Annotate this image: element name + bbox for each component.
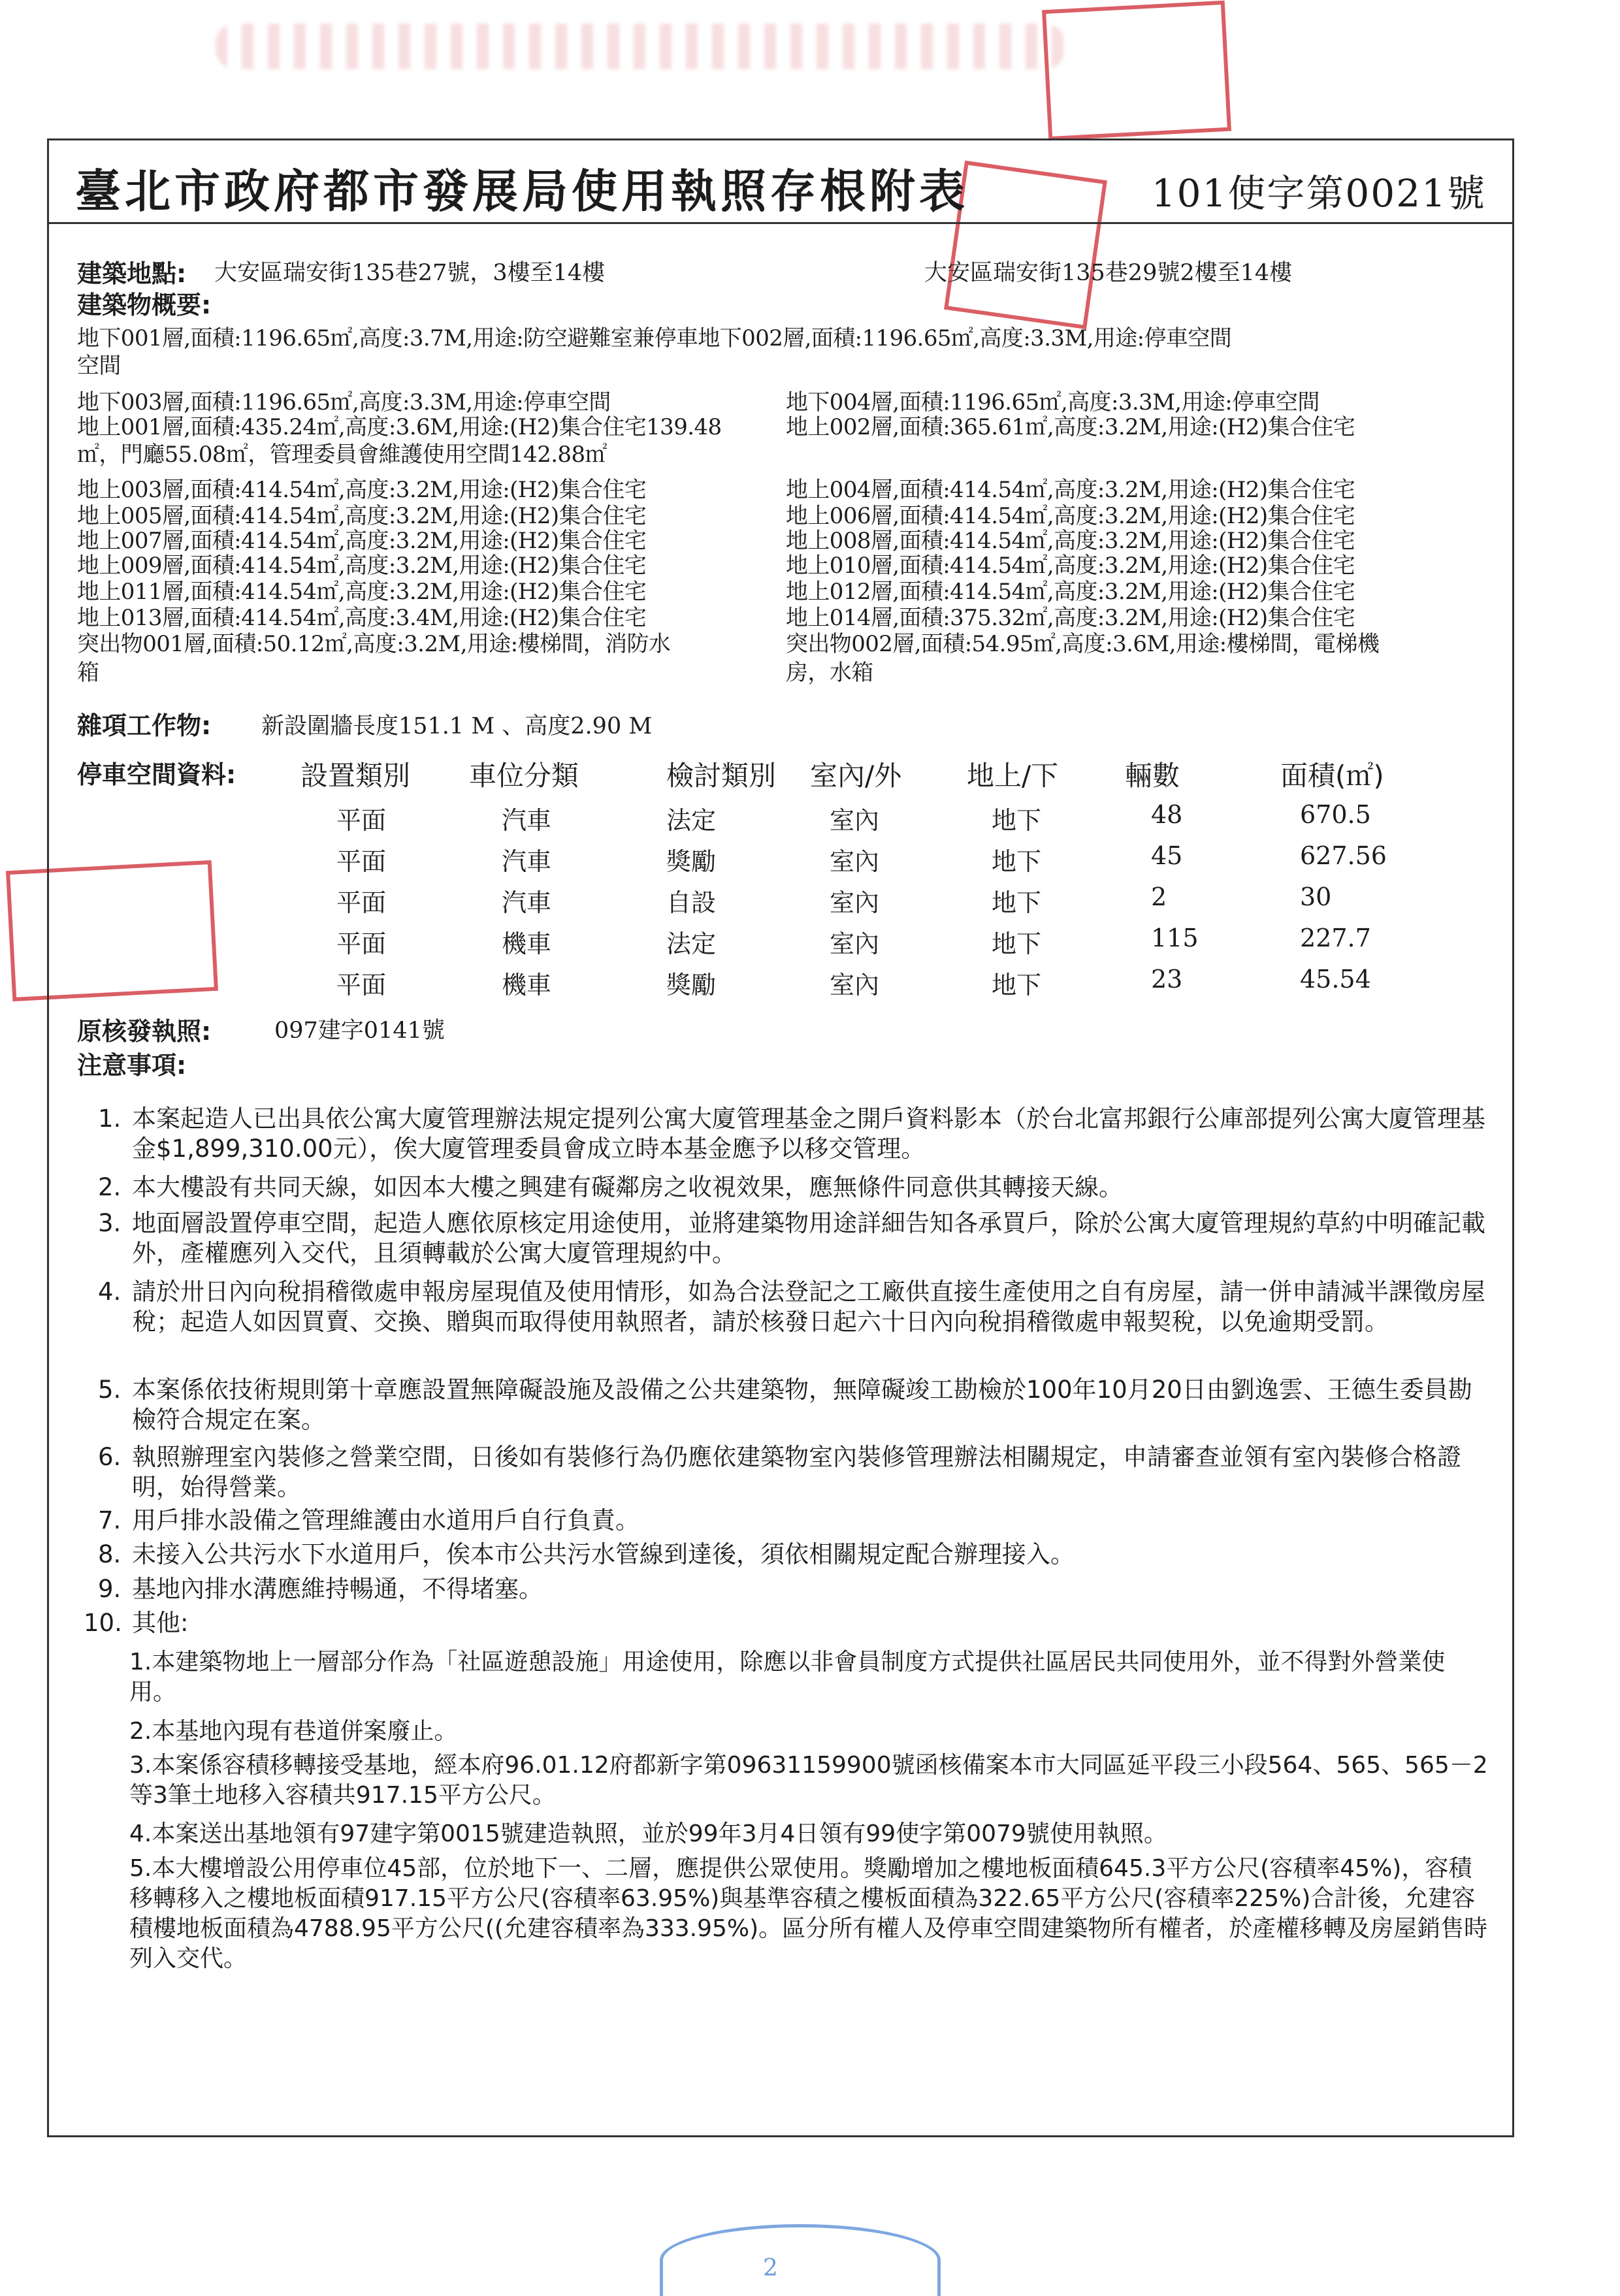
note-text-3: 地面層設置停車空間，起造人應依原核定用途使用，並將建築物用途詳細告知各承買戶，除於公寓大廈管理規約草約中明確記載外，產權應列入交代，且須轉載於公寓大廈管理規約中。: [132, 1209, 1485, 1267]
parking-cell-0-1: 汽車: [502, 806, 552, 835]
parking-cell-1-2: 獎勵: [666, 847, 717, 876]
smudged-red-stamp-top: [216, 24, 1065, 69]
parking-header-3: 室內/外: [810, 760, 902, 792]
note-text-9: 基地內排水溝應維持暢通，不得堵塞。: [132, 1575, 543, 1603]
parking-cell-1-5: 45: [1151, 841, 1183, 870]
red-seal-top-right: [1042, 1, 1231, 140]
parking-cell-1-4: 地下: [992, 847, 1042, 876]
floor-right-10: 房，水箱: [786, 660, 873, 686]
permit-number: 101使字第0021號: [1151, 171, 1486, 216]
other-note-2: 2.本基地內現有巷道併案廢止。: [129, 1718, 458, 1745]
parking-cell-3-6: 227.7: [1300, 924, 1371, 952]
parking-cell-3-0: 平面: [336, 930, 387, 958]
note-text-7: 用戶排水設備之管理維護由水道用戶自行負責。: [132, 1506, 640, 1534]
original-label: 原核發執照:: [77, 1017, 212, 1046]
floor-right-4: 地上006層,面積:414.54㎡,高度:3.2M,用途:(H2)集合住宅: [786, 503, 1355, 529]
floor-b001: 地下001層,面積:1196.65㎡,高度:3.7M,用途:防空避難室兼停車地下002層,面積:1196.65㎡,高度:3.3M,用途:停車空間: [77, 325, 1232, 351]
floor-right-5: 地上008層,面積:414.54㎡,高度:3.2M,用途:(H2)集合住宅: [786, 528, 1355, 554]
misc-value: 新設圍牆長度151.1 M 、高度2.90 M: [261, 713, 653, 739]
floor-left-7: 地上011層,面積:414.54㎡,高度:3.2M,用途:(H2)集合住宅: [77, 579, 647, 605]
parking-cell-1-1: 汽車: [502, 847, 552, 876]
floor-left-2: ㎡，門廳55.08㎡，管理委員會維護使用空間142.88㎡: [77, 442, 607, 468]
note-number-1: 1.: [98, 1105, 122, 1133]
note-text-5: 本案係依技術規則第十章應設置無障礙設施及設備之公共建築物，無障礙竣工勘檢於100年10月20日由劉逸雲、王德生委員勘檢符合規定在案。: [132, 1376, 1472, 1434]
parking-cell-4-5: 23: [1151, 965, 1183, 994]
parking-cell-3-3: 室內: [830, 930, 880, 958]
floor-right-8: 地上014層,面積:375.32㎡,高度:3.2M,用途:(H2)集合住宅: [786, 605, 1355, 631]
note-number-2: 2.: [98, 1173, 122, 1201]
floor-left-9: 突出物001層,面積:50.12㎡,高度:3.2M,用途:樓梯間，消防水: [77, 631, 671, 657]
note-text-1: 本案起造人已出具依公寓大廈管理辦法規定提列公寓大廈管理基金之開戶資料影本（於台北富邦銀行公庫部提列公寓大廈管理基金$1,899,310.00元），俟大廈管理委員會成立時本基金應予以移交管理。: [132, 1105, 1485, 1163]
parking-cell-2-5: 2: [1151, 882, 1167, 911]
site-label: 建築地點:: [77, 259, 187, 288]
parking-cell-3-5: 115: [1151, 924, 1199, 952]
parking-cell-0-5: 48: [1151, 800, 1183, 829]
other-note-4: 4.本案送出基地領有97建字第0015號建造執照，並於99年3月4日領有99使字第0079號使用執照。: [129, 1820, 1167, 1847]
parking-cell-2-0: 平面: [336, 888, 387, 917]
note-number-8: 8.: [98, 1540, 122, 1568]
parking-cell-2-1: 汽車: [502, 888, 552, 917]
floor-right-1: 地上002層,面積:365.61㎡,高度:3.2M,用途:(H2)集合住宅: [786, 414, 1355, 440]
other-note-3: 3.本案係容積移轉接受基地，經本府96.01.12府都新字第09631159900號函核備案本市大同區延平段三小段564、565、565－2等3筆土地移入容積共917.15平方公尺。: [129, 1752, 1488, 1809]
notes-label: 注意事項:: [77, 1051, 187, 1080]
floor-left-10: 箱: [77, 660, 99, 686]
parking-cell-3-2: 法定: [666, 930, 717, 958]
parking-cell-1-3: 室內: [830, 847, 880, 876]
misc-label: 雜項工作物:: [77, 711, 212, 740]
site-address-2: 大安區瑞安街135巷29號2樓至14樓: [924, 260, 1293, 286]
note-number-7: 7.: [98, 1506, 122, 1534]
site-address-1: 大安區瑞安街135巷27號，3樓至14樓: [214, 260, 606, 286]
parking-cell-4-3: 室內: [830, 971, 880, 999]
parking-cell-3-4: 地下: [992, 930, 1042, 958]
floor-left-5: 地上007層,面積:414.54㎡,高度:3.2M,用途:(H2)集合住宅: [77, 528, 647, 554]
parking-cell-0-4: 地下: [992, 806, 1042, 835]
note-text-6: 執照辦理室內裝修之營業空間，日後如有裝修行為仍應依建築物室內裝修管理辦法相關規定，申請審查並領有室內裝修合格證明，始得營業。: [132, 1443, 1461, 1501]
floor-left-0: 地下003層,面積:1196.65㎡,高度:3.3M,用途:停車空間: [77, 389, 611, 415]
floor-b001-cont: 空間: [77, 353, 121, 379]
parking-cell-2-3: 室內: [830, 888, 880, 917]
note-number-10: 10.: [84, 1609, 122, 1637]
page-number: 2: [763, 2255, 778, 2282]
parking-cell-2-2: 自設: [666, 888, 717, 917]
note-text-8: 未接入公共污水下水道用戶，俟本市公共污水管線到達後，須依相關規定配合辦理接入。: [132, 1540, 1075, 1568]
parking-header-5: 輛數: [1125, 760, 1180, 792]
parking-cell-3-1: 機車: [502, 930, 552, 958]
document-title: 臺北市政府都市發展局使用執照存根附表: [75, 164, 969, 218]
floor-right-3: 地上004層,面積:414.54㎡,高度:3.2M,用途:(H2)集合住宅: [786, 477, 1355, 503]
other-note-1: 1.本建築物地上一層部分作為「社區遊憩設施」用途使用，除應以非會員制度方式提供社區居民共同使用外，並不得對外營業使用。: [129, 1649, 1446, 1706]
original-value: 097建字0141號: [274, 1018, 445, 1044]
parking-cell-2-6: 30: [1300, 882, 1332, 911]
parking-header-6: 面積(㎡): [1280, 760, 1384, 792]
floor-left-1: 地上001層,面積:435.24㎡,高度:3.6M,用途:(H2)集合住宅139.48: [77, 414, 722, 440]
floor-right-6: 地上010層,面積:414.54㎡,高度:3.2M,用途:(H2)集合住宅: [786, 553, 1355, 579]
blue-page-stamp: [660, 2224, 941, 2296]
floor-left-3: 地上003層,面積:414.54㎡,高度:3.2M,用途:(H2)集合住宅: [77, 477, 647, 503]
parking-header-1: 車位分類: [469, 760, 579, 792]
note-number-9: 9.: [98, 1575, 122, 1603]
note-number-6: 6.: [98, 1443, 122, 1471]
floor-right-0: 地下004層,面積:1196.65㎡,高度:3.3M,用途:停車空間: [786, 389, 1320, 415]
parking-cell-0-2: 法定: [666, 806, 717, 835]
floor-left-8: 地上013層,面積:414.54㎡,高度:3.4M,用途:(H2)集合住宅: [77, 605, 647, 631]
note-text-2: 本大樓設有共同天線，如因本大樓之興建有礙鄰房之收視效果，應無條件同意供其轉接天線。: [132, 1173, 1123, 1201]
floor-right-7: 地上012層,面積:414.54㎡,高度:3.2M,用途:(H2)集合住宅: [786, 579, 1355, 605]
parking-cell-0-0: 平面: [336, 806, 387, 835]
note-number-5: 5.: [98, 1376, 122, 1404]
other-note-5: 5.本大樓增設公用停車位45部，位於地下一、二層，應提供公眾使用。獎勵增加之樓地板面積645.3平方公尺(容積率45%)，容積移轉移入之樓地板面積917.15平方公尺(容積率63.95%)與基準容積之樓板面積為322.65平方公尺(容積率225%)合計後，允建容積樓地板面積為4788.95平方公尺((允建容積率為333.95%)。區分所有權人及停車空間建築物所有權者，於產權移轉及房屋銷售時列入交代。: [129, 1855, 1488, 1972]
floor-left-4: 地上005層,面積:414.54㎡,高度:3.2M,用途:(H2)集合住宅: [77, 503, 647, 529]
parking-cell-1-0: 平面: [336, 847, 387, 876]
parking-cell-0-6: 670.5: [1300, 800, 1371, 829]
note-number-4: 4.: [98, 1278, 122, 1306]
title-row: [49, 140, 1512, 224]
parking-cell-4-1: 機車: [502, 971, 552, 999]
floor-left-6: 地上009層,面積:414.54㎡,高度:3.2M,用途:(H2)集合住宅: [77, 553, 647, 579]
parking-header-2: 檢討類別: [666, 760, 777, 792]
parking-header-4: 地上/下: [967, 760, 1059, 792]
parking-cell-4-6: 45.54: [1300, 965, 1371, 994]
note-text-10: 其他:: [132, 1609, 189, 1637]
parking-header-0: 設置類別: [300, 760, 411, 792]
parking-cell-0-3: 室內: [830, 806, 880, 835]
parking-cell-2-4: 地下: [992, 888, 1042, 917]
parking-cell-4-4: 地下: [992, 971, 1042, 999]
note-number-3: 3.: [98, 1209, 122, 1237]
parking-cell-1-6: 627.56: [1300, 841, 1387, 870]
parking-cell-4-0: 平面: [336, 971, 387, 999]
building-label: 建築物概要:: [77, 291, 212, 319]
parking-label: 停車空間資料:: [77, 760, 236, 789]
floor-right-9: 突出物002層,面積:54.95㎡,高度:3.6M,用途:樓梯間，電梯機: [786, 631, 1380, 657]
note-text-4: 請於卅日內向稅捐稽徵處申報房屋現值及使用情形，如為合法登記之工廠供直接生產使用之自有房屋，請一併申請減半課徵房屋稅；起造人如因買賣、交換、贈與而取得使用執照者，請於核發日起六十日內向稅捐稽徵處申報契稅，以免逾期受罰。: [132, 1278, 1485, 1336]
parking-cell-4-2: 獎勵: [666, 971, 717, 999]
